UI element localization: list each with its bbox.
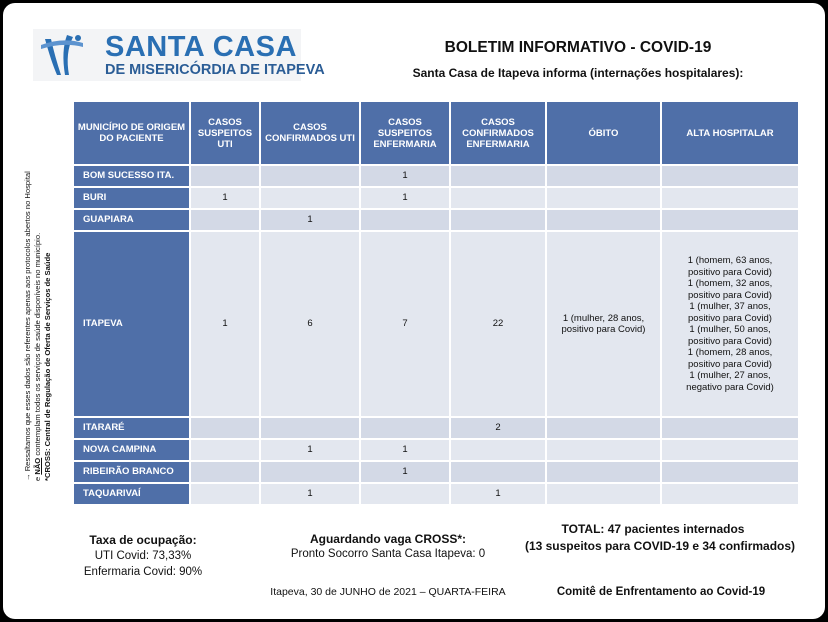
cell-confirmados-enfermaria bbox=[450, 209, 546, 231]
cell-confirmados-uti bbox=[260, 417, 360, 439]
total-breakdown: (13 suspeitos para COVID-19 e 34 confirmados) bbox=[524, 539, 796, 553]
alta-line: 1 (homem, 63 anos, bbox=[687, 255, 773, 266]
cell-confirmados-uti bbox=[260, 461, 360, 483]
alta-line: 1 (homem, 28 anos, bbox=[687, 347, 773, 358]
side-note-text: e bbox=[33, 474, 42, 481]
municipio-cell: BOM SUCESSO ITA. bbox=[73, 165, 190, 187]
cell-alta bbox=[661, 483, 799, 505]
santa-casa-logo bbox=[33, 29, 325, 81]
cross-value: Pronto Socorro Santa Casa Itapeva: 0 bbox=[290, 548, 486, 560]
logo-name: SANTA CASA bbox=[105, 31, 297, 63]
cell-suspeitos-uti bbox=[190, 483, 260, 505]
cell-alta bbox=[661, 439, 799, 461]
alta-line: positivo para Covid) bbox=[688, 358, 772, 370]
column-header-suspeitos-enfermaria: CASOS SUSPEITOS ENFERMARIA bbox=[360, 101, 450, 165]
cell-confirmados-enfermaria bbox=[450, 461, 546, 483]
alta-line: 1 (mulher, 37 anos, bbox=[689, 301, 771, 312]
column-header-confirmados-enfermaria: CASOS CONFIRMADOS ENFERMARIA bbox=[450, 101, 546, 165]
alta-line: positivo para Covid) bbox=[688, 266, 772, 278]
side-note-emphasis: NÃO bbox=[33, 457, 42, 475]
cell-suspeitos-enfermaria bbox=[360, 417, 450, 439]
municipio-cell: TAQUARIVAÍ bbox=[73, 483, 190, 505]
cell-suspeitos-enfermaria: 1 bbox=[360, 439, 450, 461]
cell-obito bbox=[546, 417, 661, 439]
cell-suspeitos-uti bbox=[190, 439, 260, 461]
column-header-obito: ÓBITO bbox=[546, 101, 661, 165]
table-row bbox=[73, 209, 799, 231]
table-row bbox=[73, 417, 799, 439]
occupancy-title: Taxa de ocupação: bbox=[89, 533, 197, 547]
cell-obito bbox=[546, 231, 661, 417]
cell-obito bbox=[546, 187, 661, 209]
column-header-suspeitos-uti: CASOS SUSPEITOS UTI bbox=[190, 101, 260, 165]
bulletin-date: Itapeva, 30 de JUNHO de 2021 – QUARTA-FEIRA bbox=[270, 586, 506, 598]
cell-alta bbox=[661, 187, 799, 209]
alta-line: 1 (homem, 32 anos, bbox=[687, 278, 773, 289]
alta-line: positivo para Covid) bbox=[688, 335, 772, 347]
cell-obito bbox=[546, 461, 661, 483]
cell-obito bbox=[546, 439, 661, 461]
occupancy-enfermaria: Enfermaria Covid: 90% bbox=[83, 566, 203, 578]
column-header-confirmados-uti: CASOS CONFIRMADOS UTI bbox=[260, 101, 360, 165]
cell-alta bbox=[661, 417, 799, 439]
cell-confirmados-enfermaria bbox=[450, 165, 546, 187]
cell-confirmados-enfermaria: 2 bbox=[450, 417, 546, 439]
cell-confirmados-uti: 1 bbox=[260, 439, 360, 461]
cell-alta bbox=[661, 209, 799, 231]
municipio-cell: BURI bbox=[73, 187, 190, 209]
cell-confirmados-enfermaria bbox=[450, 187, 546, 209]
cell-confirmados-uti: 1 bbox=[260, 483, 360, 505]
alta-line: positivo para Covid) bbox=[688, 312, 772, 324]
cell-suspeitos-uti bbox=[190, 209, 260, 231]
alta-line: negativo para Covid) bbox=[686, 381, 774, 393]
logo-subname: DE MISERICÓRDIA DE ITAPEVA bbox=[105, 62, 325, 78]
column-header-municipio: MUNICÍPIO DE ORIGEM DO PACIENTE bbox=[73, 101, 190, 165]
cell-obito bbox=[546, 483, 661, 505]
table-row bbox=[73, 439, 799, 461]
hospitalization-table bbox=[72, 100, 800, 506]
side-note-line-3: *CROSS: Central de Regulação de Oferta de Serviços de Saúde bbox=[43, 252, 52, 481]
cell-obito bbox=[546, 209, 661, 231]
cell-confirmados-enfermaria: 1 bbox=[450, 483, 546, 505]
cell-obito bbox=[546, 165, 661, 187]
cell-suspeitos-enfermaria: 1 bbox=[360, 165, 450, 187]
bulletin-subtitle: Santa Casa de Itapeva informa (internações hospitalares): bbox=[412, 66, 744, 80]
cell-confirmados-uti bbox=[260, 165, 360, 187]
side-note-text: contemplam todos os serviços de saúde disponíveis no município. bbox=[33, 232, 42, 458]
municipio-cell: GUAPIARA bbox=[73, 209, 190, 231]
occupancy-uti: UTI Covid: 73,33% bbox=[94, 550, 192, 562]
cell-suspeitos-enfermaria: 7 bbox=[360, 231, 450, 417]
table-row bbox=[73, 165, 799, 187]
table-row bbox=[73, 483, 799, 505]
bulletin-sheet bbox=[3, 3, 825, 619]
municipio-cell: ITAPEVA bbox=[73, 231, 190, 417]
obito-text: 1 (mulher, 28 anos, positivo para Covid) bbox=[561, 312, 646, 335]
bulletin-title: BOLETIM INFORMATIVO - COVID-19 bbox=[444, 39, 712, 56]
cell-confirmados-uti bbox=[260, 187, 360, 209]
column-header-alta: ALTA HOSPITALAR bbox=[661, 101, 799, 165]
cell-suspeitos-enfermaria bbox=[360, 483, 450, 505]
logo-symbol-icon bbox=[37, 31, 87, 79]
table-header-row bbox=[73, 101, 799, 165]
alta-line: positivo para Covid) bbox=[688, 289, 772, 301]
cell-suspeitos-uti bbox=[190, 461, 260, 483]
municipio-cell: RIBEIRÃO BRANCO bbox=[73, 461, 190, 483]
cell-confirmados-enfermaria: 22 bbox=[450, 231, 546, 417]
side-note-line-2 bbox=[33, 101, 43, 481]
cell-confirmados-uti: 1 bbox=[260, 209, 360, 231]
cell-suspeitos-uti: 1 bbox=[190, 231, 260, 417]
alta-line: 1 (mulher, 50 anos, bbox=[689, 324, 771, 335]
cell-confirmados-uti: 6 bbox=[260, 231, 360, 417]
cell-suspeitos-enfermaria: 1 bbox=[360, 461, 450, 483]
cell-alta bbox=[661, 165, 799, 187]
alta-line: 1 (mulher, 27 anos, bbox=[689, 370, 771, 381]
cell-suspeitos-uti bbox=[190, 165, 260, 187]
cross-title: Aguardando vaga CROSS*: bbox=[309, 532, 467, 546]
cell-alta bbox=[661, 461, 799, 483]
cell-suspeitos-uti bbox=[190, 417, 260, 439]
table-row bbox=[73, 461, 799, 483]
cell-suspeitos-uti: 1 bbox=[190, 187, 260, 209]
municipio-cell: ITARARÉ bbox=[73, 417, 190, 439]
cell-suspeitos-enfermaria bbox=[360, 209, 450, 231]
cell-alta bbox=[661, 231, 799, 417]
municipio-cell: NOVA CAMPINA bbox=[73, 439, 190, 461]
table-row bbox=[73, 187, 799, 209]
cell-suspeitos-enfermaria: 1 bbox=[360, 187, 450, 209]
table-row bbox=[73, 231, 799, 417]
committee-name: Comitê de Enfrentamento ao Covid-19 bbox=[556, 586, 766, 598]
side-note-line-1: → Ressaltamos que esses dados são referentes apenas aos protocolos abertos no Hospital bbox=[23, 171, 32, 481]
cell-confirmados-enfermaria bbox=[450, 439, 546, 461]
total-patients: TOTAL: 47 pacientes internados bbox=[561, 522, 745, 536]
